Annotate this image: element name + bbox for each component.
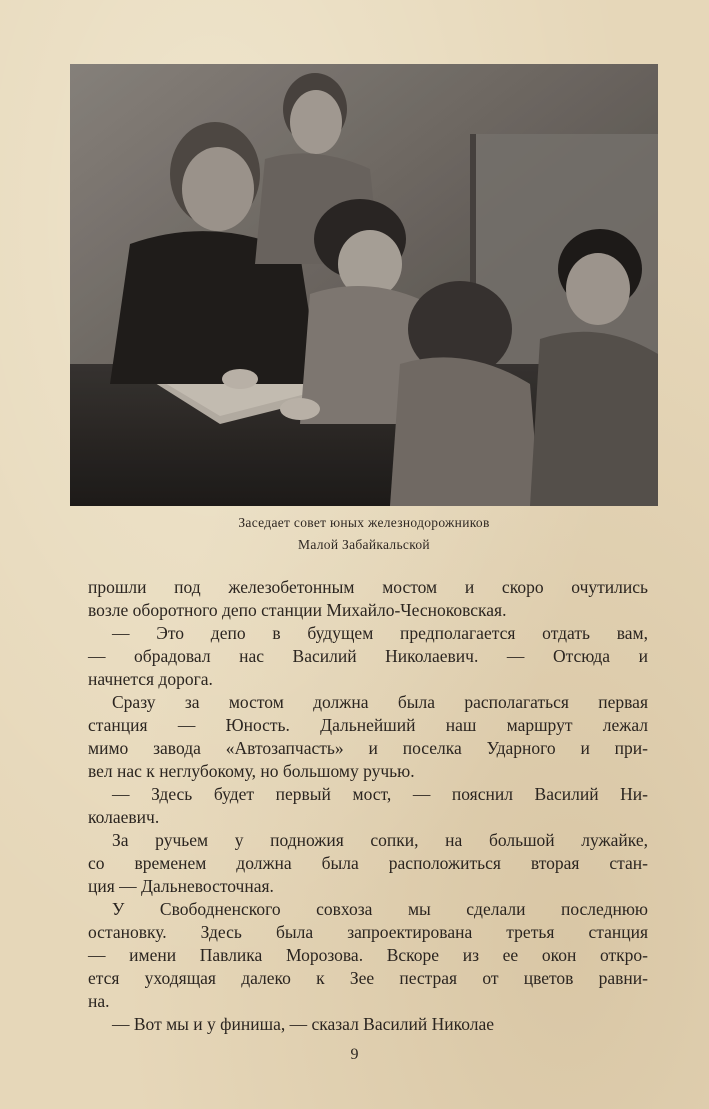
text-line: Сразу за мостом должна была располагаться первая: [112, 692, 648, 712]
text-line: вел нас к неглубокому, но большому ручью.: [88, 761, 415, 781]
text-line: ция — Дальневосточная.: [88, 876, 274, 896]
photo-meeting: [70, 64, 658, 506]
text-line: остановку. Здесь была запроектирована третья станция: [88, 922, 648, 942]
text-line: на.: [88, 991, 110, 1011]
text-line: ется уходящая далеко к Зее пестрая от цветов равни-: [88, 968, 648, 988]
photo-caption: [70, 512, 658, 556]
text-line: мимо завода «Автозапчасть» и поселка Ударного и при-: [88, 738, 648, 758]
text-line: колаевич.: [88, 807, 160, 827]
caption-line: Заседает совет юных железнодорожников: [238, 515, 490, 530]
text-line: — Вот мы и у финиша, — сказал Василий Николае: [112, 1014, 494, 1034]
text-line: У Свободненского совхоза мы сделали последнюю: [112, 899, 648, 919]
text-line: со временем должна была расположиться вторая стан-: [88, 853, 648, 873]
text-line: начнется дорога.: [88, 669, 213, 689]
text-line: — Это депо в будущем предполагается отдать вам,: [112, 623, 648, 643]
photo-illustration: [70, 64, 658, 506]
caption-line: Малой Забайкальской: [298, 537, 430, 552]
text-line: возле оборотного депо станции Михайло-Чесноковская.: [88, 600, 507, 620]
text-line: — обрадовал нас Василий Николаевич. — Отсюда и: [88, 646, 648, 666]
text-line: — имени Павлика Морозова. Вскоре из ее окон откро-: [88, 945, 648, 965]
text-line: прошли под железобетонным мостом и скоро очутились: [88, 577, 648, 597]
text-line: — Здесь будет первый мост, — пояснил Василий Ни-: [112, 784, 648, 804]
text-line: За ручьем у подножия сопки, на большой лужайке,: [112, 830, 648, 850]
body-text: [88, 576, 648, 1036]
text-line: станция — Юность. Дальнейший наш маршрут лежал: [88, 715, 648, 735]
page-number: 9: [350, 1046, 359, 1063]
